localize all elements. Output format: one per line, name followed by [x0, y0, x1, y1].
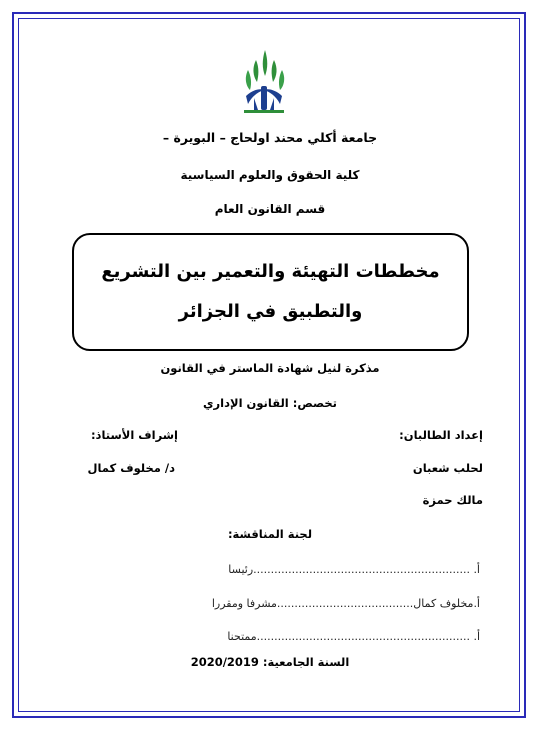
thesis-title-box	[72, 233, 469, 351]
specialization: تخصص: القانون الإداري	[203, 396, 337, 410]
faculty-name: كلية الحقوق والعلوم السياسية	[180, 168, 360, 182]
academic-year: السنة الجامعية: 2020/2019	[190, 655, 350, 669]
committee-member-supervisor: أ.مخلوف كمال.......................................مشرفا ومقررا	[211, 597, 480, 610]
degree-memo: مذكرة لنيل شهادة الماستر في القانون	[160, 361, 380, 375]
student-name: مالك حمزة	[422, 493, 483, 507]
university-logo-icon	[232, 46, 296, 114]
supervisor-label: إشراف الأستاذ:	[90, 428, 178, 442]
university-name: جامعة أكلي محند اولحاج – البويرة –	[162, 130, 378, 145]
supervisor-name: د/ مخلوف كمال	[87, 461, 175, 475]
students-label: إعداد الطالبان:	[399, 428, 483, 442]
student-name: لحلب شعبان	[412, 461, 483, 475]
committee-label: لجنة المناقشة:	[227, 527, 313, 541]
committee-member-chair: أ. ..............................................................رئيسا	[228, 563, 480, 576]
thesis-title: مخططات التهيئة والتعمير بين التشريع والتطبيق في الجزائر	[101, 261, 440, 322]
department-name: قسم القانون العام	[214, 202, 326, 216]
committee-member-examiner: أ. .............................................................ممتحنا	[227, 630, 480, 643]
